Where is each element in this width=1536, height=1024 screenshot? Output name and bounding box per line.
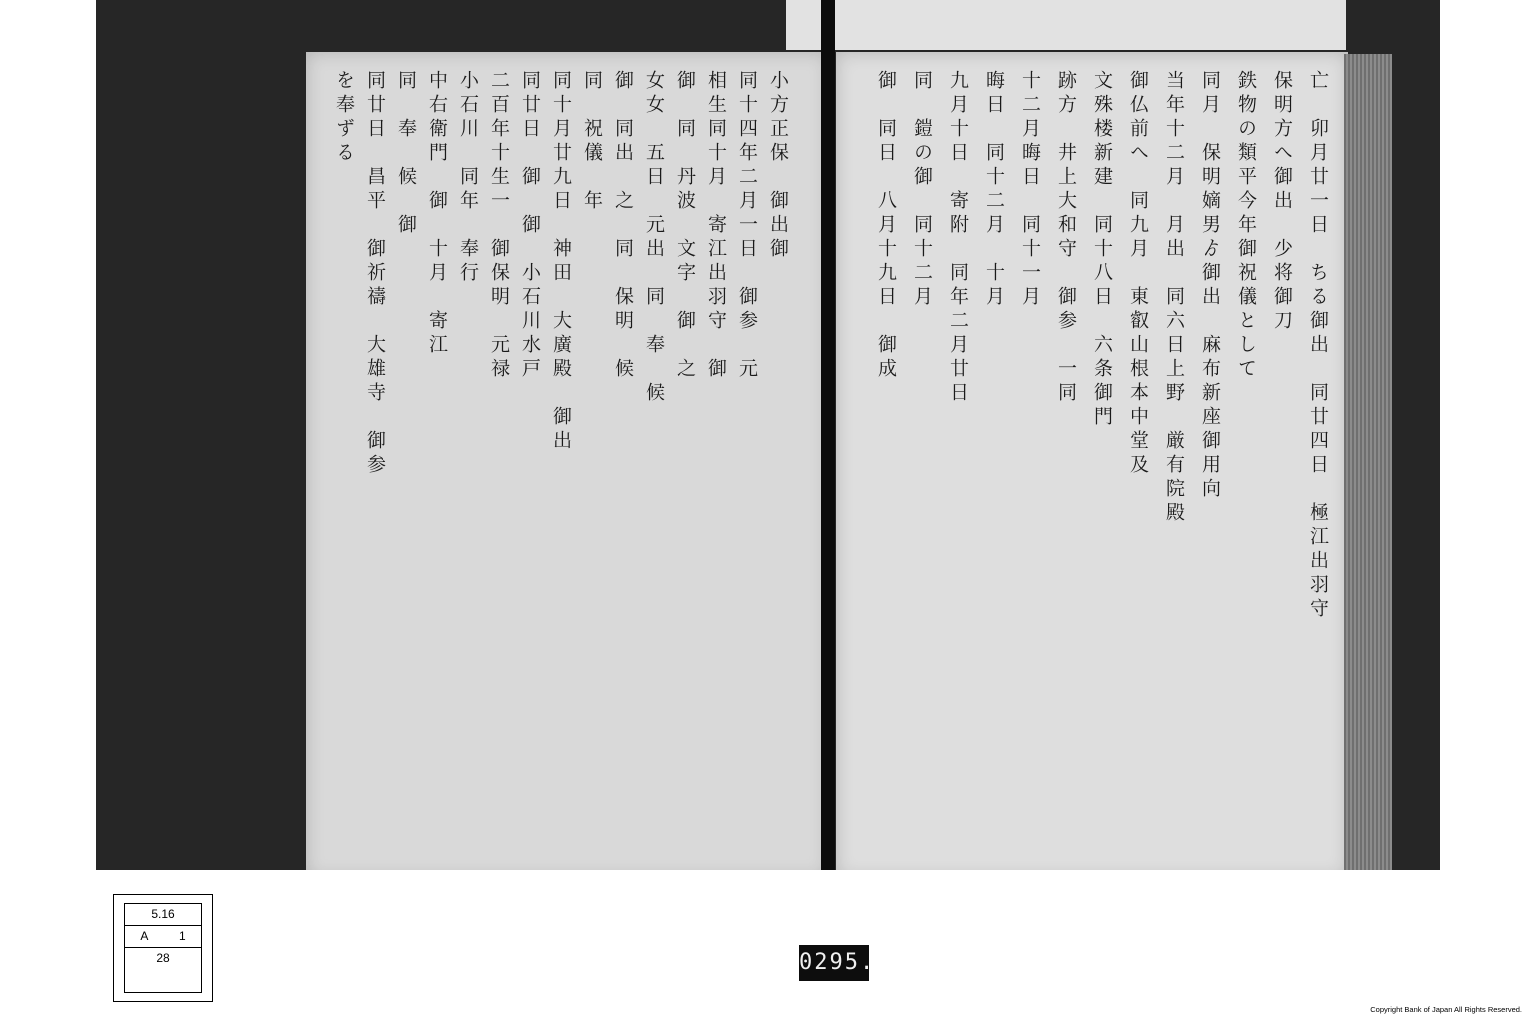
text-column: 同 奉 候 御 xyxy=(395,70,417,238)
catalog-line-2-a: A xyxy=(140,929,149,943)
right-page xyxy=(836,52,1348,878)
book-page-edge xyxy=(1344,54,1392,874)
text-column: 亡 卯月廿一日 ちる御出 同廿四日 極江出羽守 xyxy=(1307,70,1329,622)
text-column: 同 鎧の御 同十二月 xyxy=(911,70,933,310)
catalog-line-1: 5.16 xyxy=(125,904,201,926)
text-column: 相生同十月 寄江出羽守 御 xyxy=(705,70,727,382)
catalog-label-frame xyxy=(124,903,202,993)
catalog-line-3: 28 xyxy=(156,951,170,965)
text-column: 同月 保明嫡男ゟ御出 麻布新座御用向 xyxy=(1199,70,1221,502)
catalog-line-2-b: 1 xyxy=(178,929,186,943)
text-column: 鉄物の類平今年御祝儀として xyxy=(1235,70,1257,382)
frame-number: 0295. xyxy=(799,945,869,981)
text-column: 中右衛門 御 十月 寄江 xyxy=(426,70,448,358)
text-column: 御 同日 八月十九日 御成 xyxy=(875,70,897,382)
copyright-notice: Copyright Bank of Japan All Rights Reserved. xyxy=(1370,1005,1522,1014)
text-column: 九月十日 寄附 同年二月廿日 xyxy=(947,70,969,406)
text-column: 御仏前へ 同九月 東叡山根本中堂及 xyxy=(1127,70,1149,478)
text-column: 二百年十生一 御保明 元禄 xyxy=(488,70,510,382)
text-column: 跡方 井上大和守 御参 一同 xyxy=(1055,70,1077,406)
text-column: 同廿日 御 御 小石川水戸 xyxy=(519,70,541,382)
catalog-label xyxy=(113,894,213,1002)
text-column: 同 祝儀 年 xyxy=(581,70,603,214)
text-column: 同十月廿九日 神田 大廣殿 御出 xyxy=(550,70,572,454)
text-column: 文殊楼新建 同十八日 六条御門 xyxy=(1091,70,1113,430)
text-column: 晦日 同十二月 十月 xyxy=(983,70,1005,310)
top-margin xyxy=(786,0,1346,50)
text-column: 同十四年二月一日 御参 元 xyxy=(736,70,758,382)
scan-background xyxy=(96,0,1440,1024)
text-column: 同廿日 昌平 御祈禱 大雄寺 御参 xyxy=(364,70,386,478)
text-column: 小石川 同年 奉行 xyxy=(457,70,479,286)
text-column: 御 同出 之 同 保明 候 xyxy=(612,70,634,382)
text-column: 女女 五日 元出 同 奉 候 xyxy=(643,70,665,406)
text-column: 保明方へ御出 少将御刀 xyxy=(1271,70,1293,334)
left-page xyxy=(306,52,828,878)
text-column: 小方正保 御出御 xyxy=(767,70,789,262)
text-column: 当年十二月 月出 同六日上野 厳有院殿 xyxy=(1163,70,1185,526)
bottom-board xyxy=(96,870,1440,1024)
text-column: 御 同 丹波 文字 御 之 xyxy=(674,70,696,382)
catalog-line-2 xyxy=(125,926,201,948)
text-column: 十二月晦日 同十一月 xyxy=(1019,70,1041,310)
book-gutter xyxy=(821,0,835,880)
text-column: を奉ずる xyxy=(333,70,355,166)
